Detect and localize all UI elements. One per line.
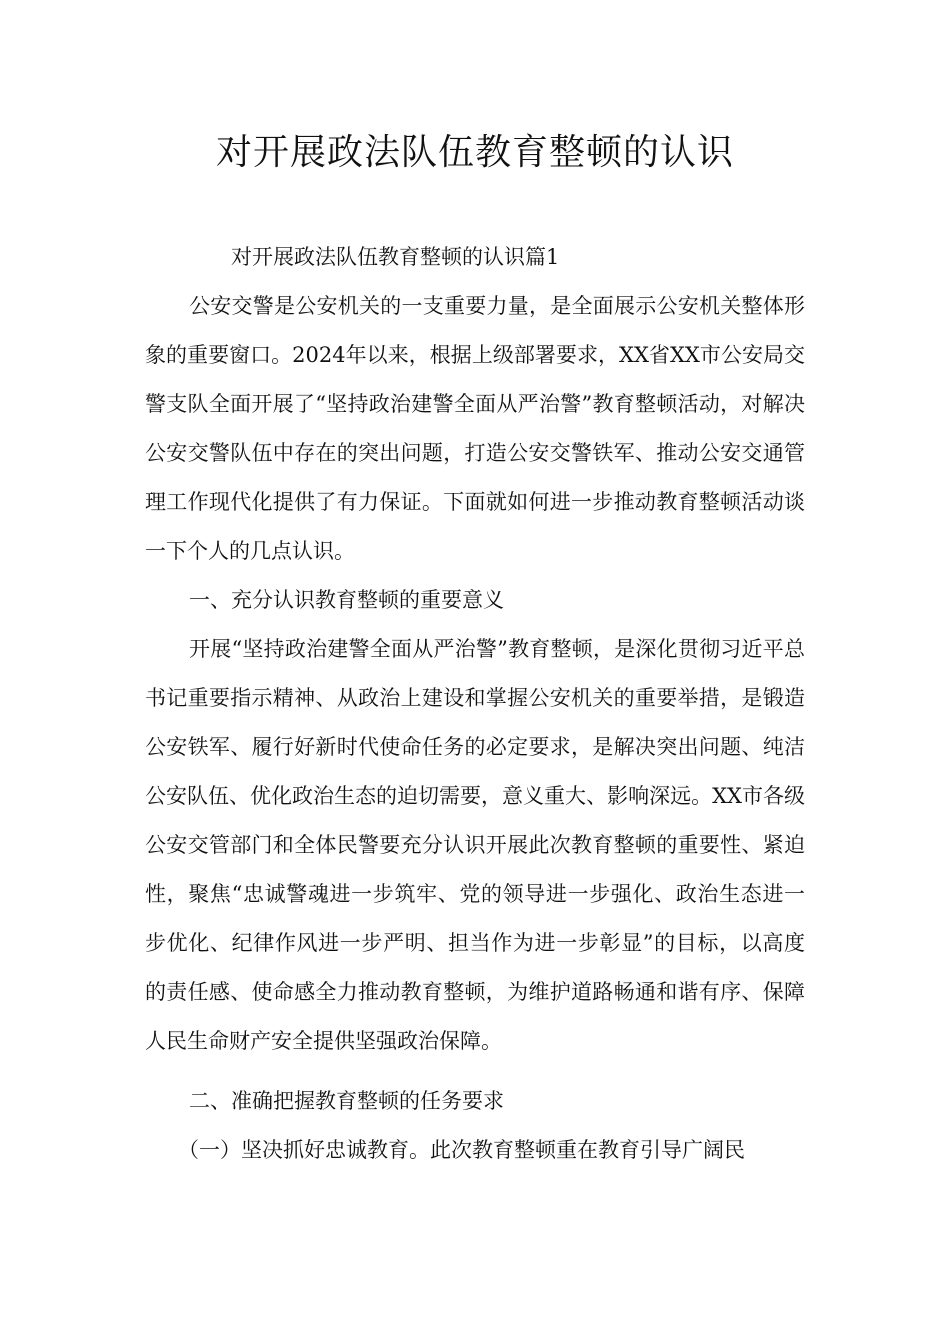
section-heading-1: 一、充分认识教育整顿的重要意义 [189,588,504,612]
paragraph-significance: 开展“坚持政治建警全面从严治警”教育整顿，是深化贯彻习近平总书记重要指示精神、从政治上建设和掌握公安机关的重要举措，是锻造公安铁军、履行好新时代使命任务的必定要求，是解决突出问题、纯洁公安队伍、优化政治生态的迫切需要，意义重大、影响深远。XX市各级公安交管部门和全体民警要充分认识开展此次教育整顿的重要性、紧迫性，聚焦“忠诚警魂进一步筑牢、党的领导进一步强化、政治生态进一步优化、纪律作风进一步严明、担当作为进一步彰显”的目标，以高度的责任感、使命感全力推动教育整顿，为维护道路畅通和谐有序、保障人民生命财产安全提供坚强政治保障。 [145,637,805,1053]
document-subtitle: 对开展政法队伍教育整顿的认识篇1 [231,245,560,269]
paragraph-loyalty-education: （一）坚决抓好忠诚教育。此次教育整顿重在教育引导广阔民 [178,1138,745,1162]
document-title: 对开展政法队伍教育整顿的认识 [215,132,734,173]
document-body [145,233,805,1175]
paragraph-intro: 公安交警是公安机关的一支重要力量，是全面展示公安机关整体形象的重要窗口。2024年以来，根据上级部署要求，XX省XX市公安局交警支队全面开展了“坚持政治建警全面从严治警”教育整顿活动，对解决公安交警队伍中存在的突出问题，打造公安交警铁军、推动公安交通管理工作现代化提供了有力保证。下面就如何进一步推动教育整顿活动谈一下个人的几点认识。 [145,294,805,563]
section-heading-2: 二、准确把握教育整顿的任务要求 [189,1089,504,1113]
